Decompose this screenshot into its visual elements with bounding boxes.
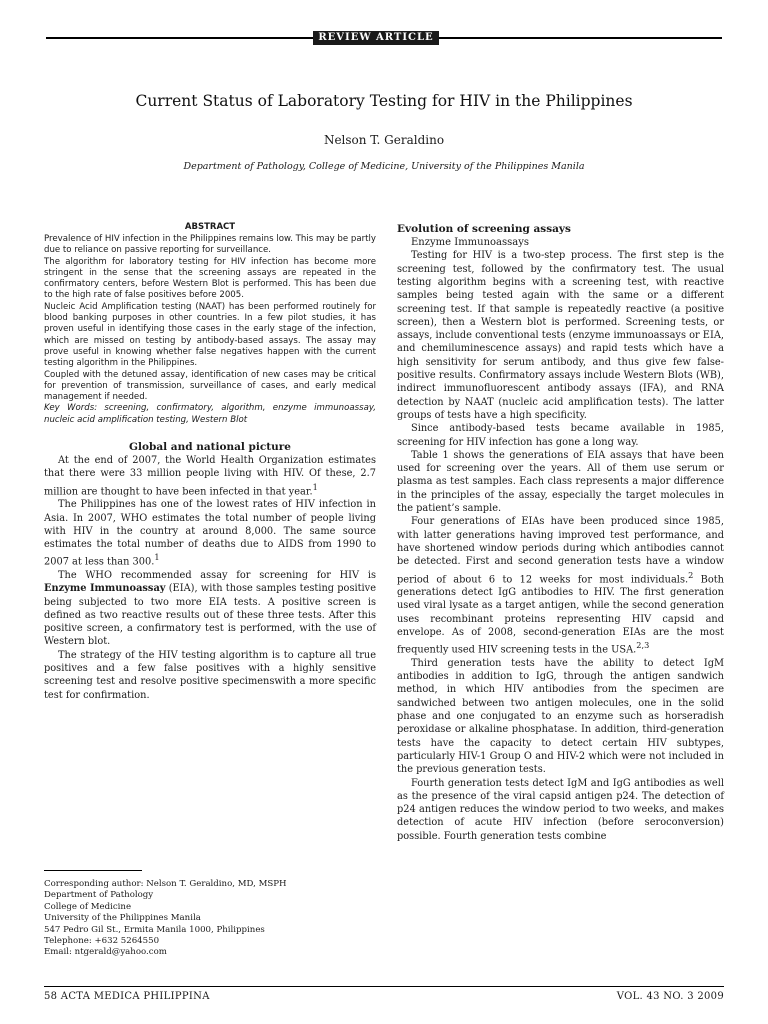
body-paragraph: Fourth generation tests detect IgM and IgG antibodies as well as the presence of the viral capsid antigen p24. The detection of p24 antigen reduces the window period to two weeks, and makes detection of acute HIV infection (before seroconversion) possible. Fourth generation tests combine [397, 777, 724, 842]
abstract-paragraph: The algorithm for laboratory testing for HIV infection has become more stringent in the sense that the screening assays are repeated in the confirmatory centers, before Western Blot is performed. This has been due to the high rate of false positives before 2005. [44, 256, 376, 301]
correspondence-line: University of the Philippines Manila [44, 913, 201, 924]
footnote-rule [44, 870, 142, 871]
body-paragraph: At the end of 2007, the World Health Organization estimates that there were 33 million people living with HIV. Of these, 2.7 million are thought to have been infected in that year.$^1$ [44, 455, 376, 497]
emphasis-term: Enzyme Immunoassay [44, 583, 166, 595]
abstract-paragraph: Prevalence of HIV infection in the Philippines remains low. This may be partly due to reliance on passive reporting for surveillance. [44, 234, 376, 256]
evolution-section-body [397, 249, 724, 843]
abstract [44, 222, 376, 426]
subsection-heading: Enzyme Immunoassays [411, 237, 530, 248]
citation[interactable]: 1 [312, 481, 318, 492]
correspondence-line: Corresponding author: Nelson T. Geraldino, MD, MSPH [44, 879, 287, 889]
section-heading-global: Global and national picture [129, 441, 291, 454]
section-label: REVIEW ARTICLE [313, 31, 439, 45]
body-paragraph: Third generation tests have the ability to detect IgM antibodies in addition to IgG, through the antigen sandwich method, in which HIV antibodies from the specimen are sandwiched between two antigen molecules, one in the solid phase and one conjugated to an enzyme such as horseradish peroxidase or alkaline phosphatase. In addition, third-generation tests have the capacity to detect certain HIV subtypes, particularly HIV-1 Group O and HIV-2 which were not included in the previous generation tests. [397, 657, 724, 776]
correspondence-line: Department of Pathology [44, 890, 154, 901]
body-paragraph: Table 1 shows the generations of EIA assays that have been used for screening over the years. All of them use serum or plasma as test samples. Each class represents a major difference in the principles of the assay, especially the target molecules in the patient’s sample. [397, 449, 724, 515]
abstract-paragraph: Coupled with the detuned assay, identification of new cases may be critical for prevention of transmission, surveillance of cases, and early medical management if needed. [44, 369, 376, 403]
abstract-heading: ABSTRACT [184, 222, 236, 232]
body-paragraph: Testing for HIV is a two-step process. The first step is the screening test, followed by the confirmatory test. The usual testing algorithm begins with a screening test, with reactive samples being tested again with the same or a different screening test. If that sample is repeatedly reactive (a positive screen), then a Western blot is performed. Screening tests, or assays, include conventional tests (enzyme immunoassays or EIA, and chemiluminescence assays) and rapid tests which have a high sensitivity for serum antibody, and thus give few false-positive results. Confirmatory assays include Western Blots (WB), indirect immunofluorescent antibody assays (IFA), and RNA detection by NAAT (nucleic acid amplification tests). The latter groups of tests have a high specificity. [397, 250, 725, 421]
correspondence-email[interactable]: Email: ntgerald@yahoo.com [44, 947, 167, 958]
article-author: Nelson T. Geraldino [323, 133, 445, 147]
correspondence-line: Telephone: +632 5264550 [44, 936, 160, 947]
footer-volume: VOL. 43 NO. 3 2009 [616, 991, 724, 1002]
citation[interactable]: 2,3 [636, 640, 650, 651]
citation[interactable]: 2 [688, 569, 694, 580]
footer-journal: 58 ACTA MEDICA PHILIPPINA [44, 991, 210, 1002]
correspondence-line: College of Medicine [44, 901, 132, 912]
body-paragraph: The strategy of the HIV testing algorithm is to capture all true positives and a few false positives with a highly sensitive screening test and resolve positive specimenswith a more specific test for confirmation. [44, 649, 376, 701]
correspondence-block [44, 879, 344, 959]
left-column [44, 222, 376, 702]
body-paragraph: Since antibody-based tests became available in 1985, screening for HIV infection has gone a long way. [397, 423, 724, 448]
footer-rule [44, 986, 724, 987]
citation[interactable]: 1 [154, 552, 160, 563]
article-title: Current Status of Laboratory Testing for HIV in the Philippines [135, 92, 633, 110]
right-column [397, 222, 724, 843]
body-paragraph: The WHO recommended assay for screening for HIV is Enzyme Immunoassay (EIA), with those samples testing positive being subjected to two more EIA tests. A positive screen is defined as two reactive results out of these three tests. After this positive screen, a confirmatory test is performed, with the use of Western blot. [44, 569, 377, 648]
author-affiliation: Department of Pathology, College of Medicine, University of the Philippines Manila [183, 161, 585, 172]
keywords: Key Words: screening, confirmatory, algorithm, enzyme immunoassay, nucleic acid amplification testing, Western Blot [44, 403, 376, 425]
section-heading-evolution: Evolution of screening assays [397, 223, 571, 235]
correspondence-line: 547 Pedro Gil St., Ermita Manila 1000, Philippines [44, 924, 265, 935]
body-paragraph: The Philippines has one of the lowest rates of HIV infection in Asia. In 2007, WHO estimates the total number of people living with HIV in the country at around 8,000. The same source estimates the total number of deaths due to AIDS from 1990 to 2007 at less than 300.$^1$ [44, 499, 376, 568]
body-paragraph: Four generations of EIAs have been produced since 1985, with latter generations having improved test performance, and have shortened window periods during which antibodies cannot be detected. First and second generation tests have a window period of about 6 to 12 weeks for most individuals.$^2$ Both generations detect IgG antibodies to HIV. The first generation used viral lysate as a target antigen, while the second generation uses recombinant proteins representing HIV capsid and envelope. As of 2008, second-generation EIAs are the most frequently used HIV screening tests in the USA.$^{2,3}$ [397, 516, 724, 656]
global-section-body [44, 454, 376, 702]
abstract-paragraph: Nucleic Acid Amplification testing (NAAT) has been performed routinely for blood banking purposes in other countries. In a few pilot studies, it has proven useful in identifying those cases in the early stage of the infection, which are missed on testing by antibody-based assays. The assay may prove useful in knowing whether false negatives happen with the current testing algorithm in the Philippines. [44, 301, 376, 369]
